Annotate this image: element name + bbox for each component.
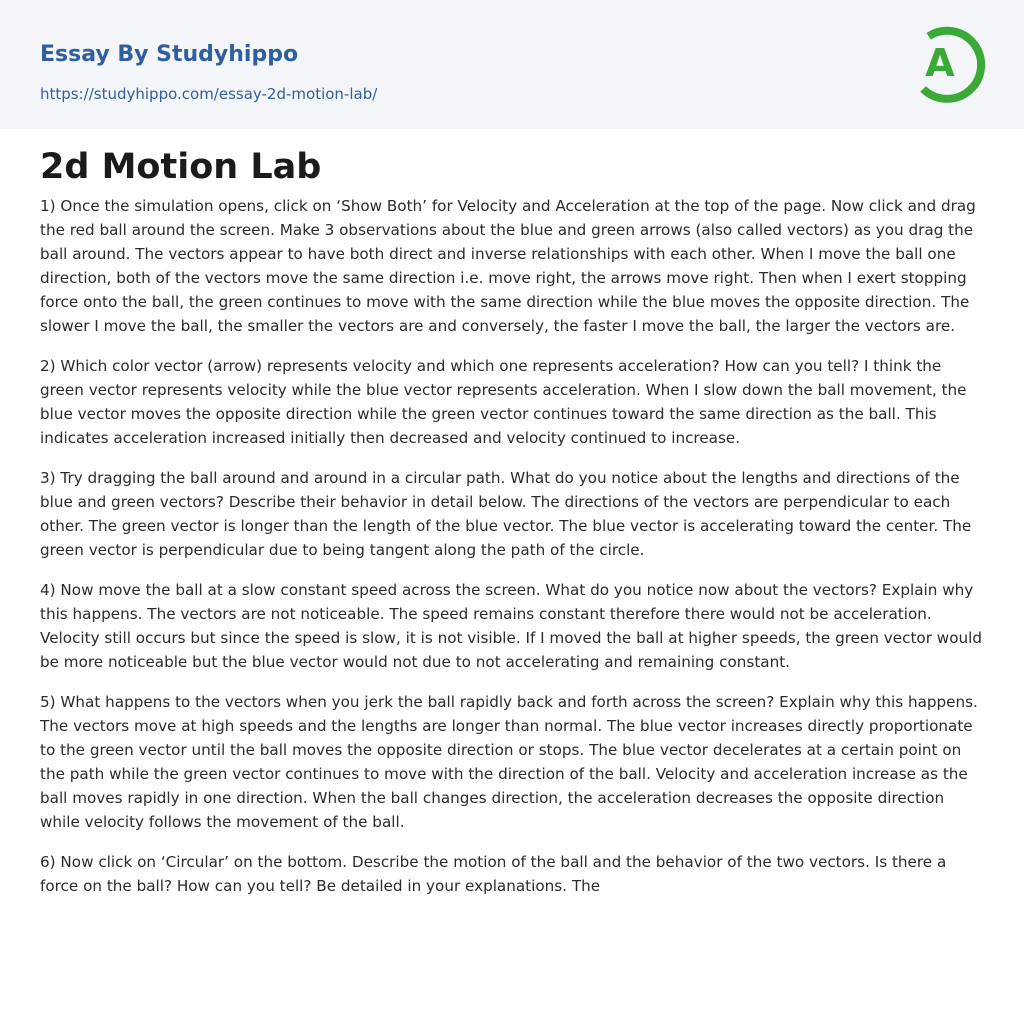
site-brand[interactable]: Essay By Studyhippo [40, 42, 299, 67]
essay-url-link[interactable]: https://studyhippo.com/essay-2d-motion-lab/ [40, 85, 378, 103]
logo-letter: A [925, 41, 955, 85]
essay-paragraph-6: 6) Now click on ‘Circular’ on the bottom. Describe the motion of the ball and the behavior of the two vectors. Is there a force on the ball? How can you tell? Be detailed in your explanations. The [40, 853, 947, 895]
site-header [0, 0, 1024, 129]
essay-paragraph-1: 1) Once the simulation opens, click on ‘Show Both’ for Velocity and Acceleration at the top of the page. Now click and drag the red ball around the screen. Make 3 observations about the blue and green arrows (also called vectors) as you drag the ball around. The vectors appear to have both direct and inverse relationships with each other. When I move the ball one direction, both of the vectors move the same direction i.e. move right, the arrows move right. Then when I exert stopping force onto the ball, the green continues to move with the same direction while the blue moves the opposite direction. The slower I move the ball, the smaller the vectors are and conversely, the faster I move the ball, the larger the vectors are. [40, 197, 976, 335]
essay-paragraph-3: 3) Try dragging the ball around and around in a circular path. What do you notice about the lengths and directions of the blue and green vectors? Describe their behavior in detail below. The directions of the vectors are perpendicular to each other. The green vector is longer than the length of the blue vector. The blue vector is accelerating toward the center. The green vector is perpendicular due to being tangent along the path of the circle. [40, 469, 972, 559]
essay-paragraph-5: 5) What happens to the vectors when you jerk the ball rapidly back and forth across the screen? Explain why this happens. The vectors move at high speeds and the lengths are longer than normal. The blue vector increases directly proportionate to the green vector until the ball moves the opposite direction or stops. The blue vector decelerates at a certain point on the path while the green vector continues to move with the direction of the ball. Velocity and acceleration increase as the ball moves rapidly in one direction. When the ball changes direction, the acceleration decreases the opposite direction while velocity follows the movement of the ball. [40, 693, 978, 831]
essay-paragraph-2: 2) Which color vector (arrow) represents velocity and which one represents acceleration? How can you tell? I think the green vector represents velocity while the blue vector represents acceleration. When I slow down the ball movement, the blue vector moves the opposite direction while the green vector continues toward the same direction as the ball. This indicates acceleration increased initially then decreased and velocity continued to increase. [40, 357, 967, 447]
essay-paragraph-4: 4) Now move the ball at a slow constant speed across the screen. What do you notice now about the vectors? Explain why this happens. The vectors are not noticeable. The speed remains constant therefore there would not be acceleration. Velocity still occurs but since the speed is slow, it is not visible. If I moved the ball at higher speeds, the green vector would be more noticeable but the blue vector would not due to not accelerating and remaining constant. [40, 581, 982, 671]
studyhippo-logo-icon[interactable] [910, 18, 988, 106]
page-title: 2d Motion Lab [40, 147, 322, 187]
essay-body [40, 194, 987, 914]
